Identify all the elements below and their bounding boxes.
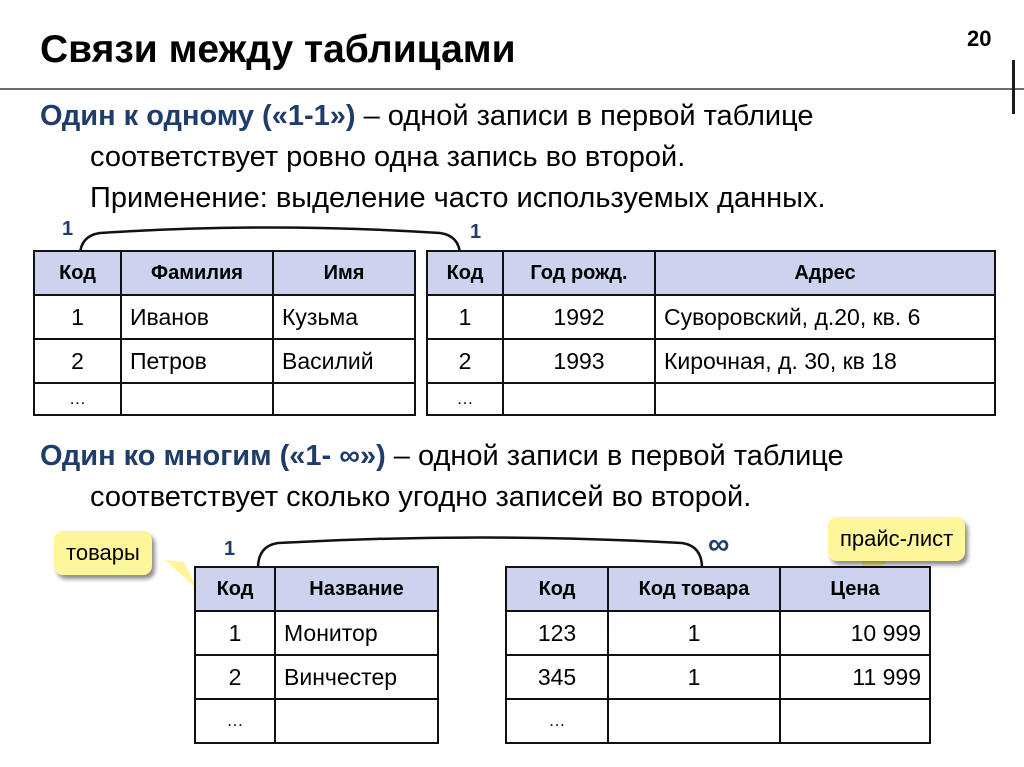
table-cell: 2 xyxy=(427,339,503,383)
table-header-row xyxy=(195,567,438,611)
table-cell: Кузьма xyxy=(273,295,415,339)
column-header: Код xyxy=(506,567,608,611)
table-cell: 1 xyxy=(608,611,780,655)
column-header: Год рожд. xyxy=(503,251,655,295)
table-cell: … xyxy=(506,699,608,743)
cardinality-one-right: 1 xyxy=(470,221,482,243)
table-cell: 1992 xyxy=(503,295,655,339)
table-cell: 1 xyxy=(427,295,503,339)
column-header: Фамилия xyxy=(121,251,273,295)
table-cell xyxy=(275,699,438,743)
products-callout: товары xyxy=(54,531,152,575)
column-header: Код xyxy=(427,251,503,295)
table-cell: … xyxy=(195,699,275,743)
one-to-one-term: Один к одному («1-1») xyxy=(40,100,356,132)
cardinality-one-products: 1 xyxy=(224,538,236,560)
table-cell: 2 xyxy=(195,655,275,699)
table-cell: Монитор xyxy=(275,611,438,655)
table-cell: Петров xyxy=(121,339,273,383)
table-row xyxy=(506,611,930,655)
page-number: 20 xyxy=(967,26,992,51)
table-cell: 123 xyxy=(506,611,608,655)
table-cell: 11 999 xyxy=(780,655,930,699)
table-cell: … xyxy=(34,383,121,415)
table-cell: Кирочная, д. 30, кв 18 xyxy=(655,339,995,383)
one-to-many-text: – одной записи в первой таблице соответствует сколько угодно записей во второй. xyxy=(90,440,844,513)
column-header: Имя xyxy=(273,251,415,295)
cardinality-one-left: 1 xyxy=(62,218,74,240)
table-cell: 1 xyxy=(608,655,780,699)
table-cell: 1 xyxy=(195,611,275,655)
column-header: Цена xyxy=(780,567,930,611)
table-row xyxy=(195,655,438,699)
one-to-many-term: Один ко многим («1- ∞») xyxy=(40,440,386,472)
table-row xyxy=(195,611,438,655)
table-row xyxy=(195,699,438,743)
table-cell xyxy=(780,699,930,743)
prices-table xyxy=(505,566,931,744)
products-table xyxy=(194,566,439,744)
table-cell: 2 xyxy=(34,339,121,383)
table-cell: 1 xyxy=(34,295,121,339)
table-cell: … xyxy=(427,383,503,415)
one-to-one-text: – одной записи в первой таблице соответствует ровно одна запись во второй. xyxy=(90,100,814,173)
pricelist-callout: прайс-лист xyxy=(828,517,965,561)
table-row xyxy=(506,655,930,699)
table-row xyxy=(506,699,930,743)
table-cell xyxy=(608,699,780,743)
table-header-row xyxy=(506,567,930,611)
one-to-one-application: Применение: выделение часто используемых данных. xyxy=(90,182,826,214)
column-header: Код xyxy=(34,251,121,295)
column-header: Название xyxy=(275,567,438,611)
column-header: Адрес xyxy=(655,251,995,295)
slide-title: Связи между таблицами xyxy=(40,28,516,71)
table-cell: Василий xyxy=(273,339,415,383)
table-cell: Винчестер xyxy=(275,655,438,699)
column-header: Код товара xyxy=(608,567,780,611)
table-cell: Суворовский, д.20, кв. 6 xyxy=(655,295,995,339)
column-header: Код xyxy=(195,567,275,611)
table-cell: 1993 xyxy=(503,339,655,383)
table-cell: Иванов xyxy=(121,295,273,339)
table-cell: 10 999 xyxy=(780,611,930,655)
cardinality-many-prices: ∞ xyxy=(708,528,730,561)
table-cell: 345 xyxy=(506,655,608,699)
